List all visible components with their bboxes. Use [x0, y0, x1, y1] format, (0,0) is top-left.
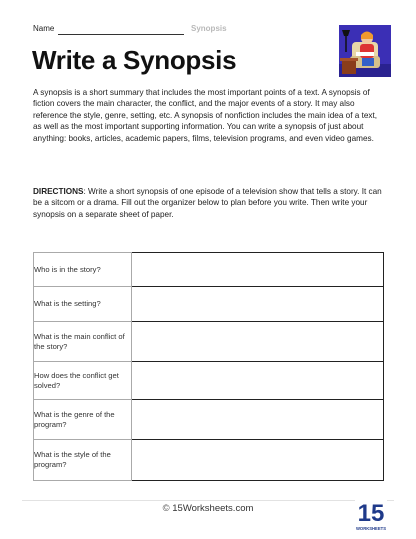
- organizer-row: [34, 440, 384, 481]
- name-line[interactable]: [58, 34, 184, 35]
- worksheets-logo-icon: [355, 497, 387, 533]
- organizer-answer-box[interactable]: [132, 400, 384, 440]
- directions-text: : Write a short synopsis of one episode of a television show that tells a story. It can be a sitcom or a drama. Fill out the organizer below to plan before you write. Then write your synopsis on a separate sheet of paper.: [33, 187, 382, 219]
- organizer-row: [34, 362, 384, 400]
- directions-label: DIRECTIONS: [33, 187, 84, 196]
- organizer-question: What is the genre of the program?: [34, 400, 132, 440]
- worksheet-tag: Synopsis: [191, 24, 227, 33]
- organizer-answer-box[interactable]: [132, 287, 384, 322]
- footer-site: 15Worksheets.com: [172, 503, 254, 514]
- organizer-answer-box[interactable]: [132, 322, 384, 362]
- organizer-table: [33, 252, 384, 481]
- organizer-answer-box[interactable]: [132, 253, 384, 287]
- organizer-question: What is the main conflict of the story?: [34, 322, 132, 362]
- intro-paragraph: A synopsis is a short summary that includes the most important points of a text. A synopsis of fiction covers the main character, the conflict, and the major events of a story. It may also reference the style, genre, setting, etc. A synopsis of nonfiction includes the main idea of a text, as well as the most important supporting information. You can write a synopsis of just about anything: books, articles, academic papers, films, television programs, and even video games.: [33, 88, 378, 143]
- organizer-question: What is the setting?: [34, 287, 132, 322]
- name-label: Name: [33, 24, 55, 33]
- page-title: Write a Synopsis: [32, 45, 237, 75]
- organizer-answer-box[interactable]: [132, 362, 384, 400]
- organizer-question: Who is in the story?: [34, 253, 132, 287]
- writer-illustration-icon: [336, 22, 394, 80]
- organizer-row: [34, 287, 384, 322]
- organizer-row: [34, 400, 384, 440]
- organizer-row: [34, 322, 384, 362]
- logo-number: 15: [357, 500, 385, 527]
- organizer-answer-box[interactable]: [132, 440, 384, 481]
- organizer-row: [34, 253, 384, 287]
- directions-paragraph: [33, 186, 385, 220]
- copyright-icon: ©: [162, 503, 170, 514]
- logo-text: WORKSHEETS: [355, 526, 387, 531]
- footer: [0, 503, 416, 514]
- organizer-question: How does the conflict get solved?: [34, 362, 132, 400]
- organizer-question: What is the style of the program?: [34, 440, 132, 481]
- footer-divider: [22, 500, 394, 501]
